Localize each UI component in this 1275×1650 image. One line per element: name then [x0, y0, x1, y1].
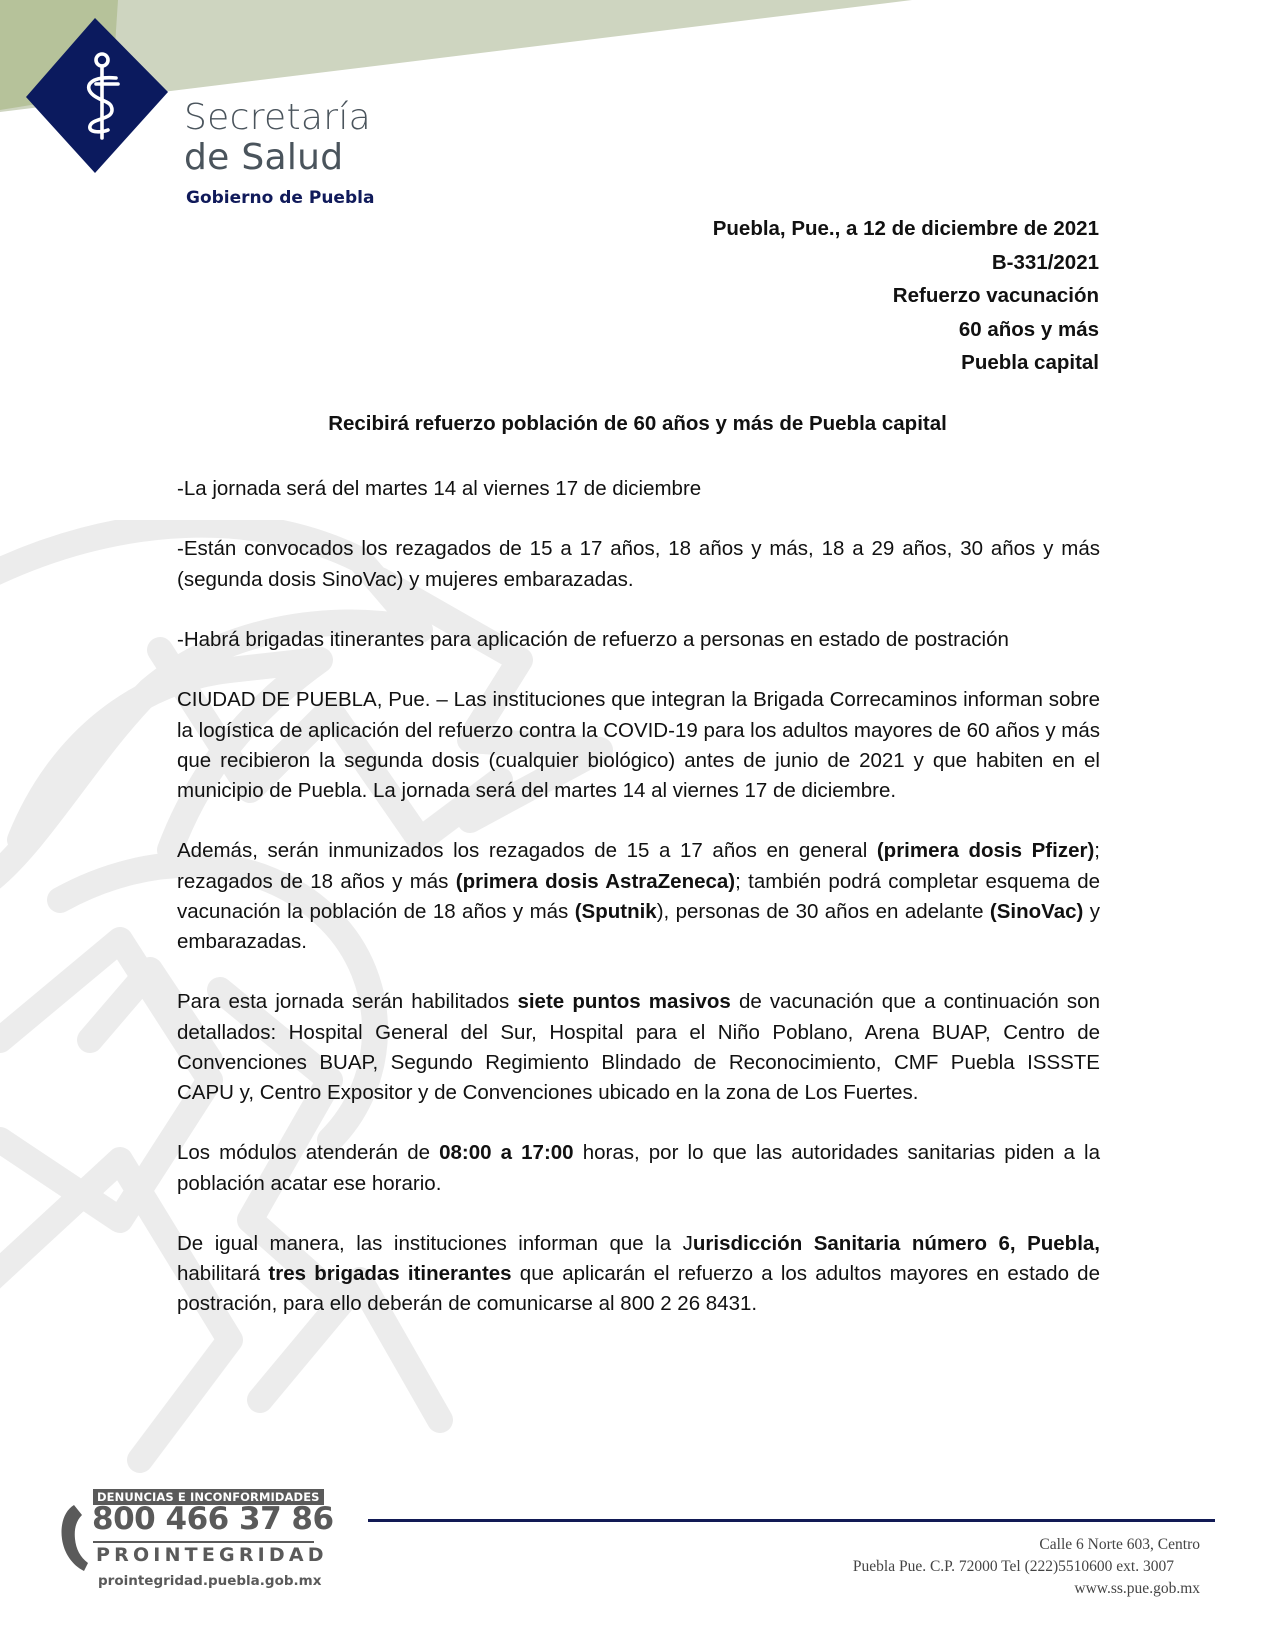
body-paragraph: [177, 685, 1100, 806]
phone-icon: [60, 1503, 90, 1573]
paragraph-text: CIUDAD DE PUEBLA, Pue. – Las instituciones que integran la Brigada Correcaminos informan sobre la logística de aplicación del refuerzo contra la COVID-19 para los adultos mayores de 60 años y más que recibieron la segunda dosis (cualquier biológico) antes de junio de 2021 y que habiten en el municipio de Puebla. La jornada será del martes 14 al viernes 17 de diciembre.: [177, 688, 1100, 802]
paragraph-text: De igual manera, las instituciones informan que la J: [177, 1231, 693, 1255]
paragraph-text: y embarazadas.: [177, 899, 1100, 953]
footer-divider: [368, 1519, 1215, 1522]
prointegridad-badge: [60, 1489, 334, 1599]
paragraph-text: Para esta jornada serán habilitados: [177, 990, 518, 1014]
document-topic: Refuerzo vacunación: [892, 284, 1099, 307]
body-paragraph: [177, 1138, 1100, 1198]
paragraph-text: ), personas de 30 años en adelante: [656, 899, 990, 923]
paragraph-text: horas, por lo que las autoridades sanitarias piden a la población acatar ese horario.: [177, 1141, 1101, 1195]
logo-government: Gobierno de Puebla: [186, 188, 375, 208]
footer-address: [853, 1534, 1200, 1600]
website-link[interactable]: www.ss.pue.gob.mx: [1074, 1580, 1200, 1597]
summary-bullet: -La jornada será del martes 14 al viernes 17 de diciembre: [177, 477, 702, 500]
emphasis-text: 08:00 a 17:00: [439, 1141, 574, 1165]
emphasis-text: tres brigadas itinerantes: [268, 1262, 512, 1286]
summary-bullet: -Están convocados los rezagados de 15 a 17 años, 18 años y más, 18 a 29 años, 30 años y más (segunda dosis SinoVac) y mujeres embarazadas.: [177, 537, 1100, 591]
document-location: Puebla capital: [961, 351, 1099, 374]
press-release-title: Recibirá refuerzo población de 60 años y más de Puebla capital: [328, 412, 947, 435]
logo-title-line1: Secretaría: [184, 97, 371, 138]
document-date: Puebla, Pue., a 12 de diciembre de 2021: [712, 217, 1099, 240]
body-paragraphs: [177, 685, 1100, 1319]
emphasis-text: (primera dosis AstraZeneca): [455, 869, 736, 893]
press-release-body: [177, 474, 1100, 1350]
paragraph-text: Los módulos atenderán de: [177, 1141, 440, 1165]
paragraph-text: habilitará: [177, 1262, 269, 1286]
paragraph-text: ; también podrá completar esquema de vacunación la población de 18 años y más: [177, 869, 1100, 923]
logo-title-line2: de Salud: [184, 137, 344, 178]
paragraph-text: ; rezagados de 18 años y más: [177, 839, 1100, 893]
emphasis-text: urisdicción Sanitaria número 6, Puebla,: [692, 1231, 1100, 1255]
address-line-1: Calle 6 Norte 603, Centro: [1039, 1536, 1200, 1553]
emphasis-text: (Sputnik: [574, 899, 657, 923]
body-paragraph: [177, 1229, 1100, 1320]
denuncias-label: DENUNCIAS E INCONFORMIDADES: [93, 1489, 324, 1505]
paragraph-text: que aplicarán el refuerzo a los adultos mayores en estado de postración, para ello deberán de comunicarse al 800 2 26 8431.: [177, 1262, 1100, 1316]
body-paragraph: [177, 836, 1100, 957]
document-meta: [713, 212, 1099, 380]
prointegridad-divider: [93, 1541, 314, 1543]
bulletin-number: B-331/2021: [991, 250, 1099, 274]
document-group: 60 años y más: [958, 317, 1099, 341]
paragraph-text: de vacunación que a continuación son detallados: Hospital General del Sur, Hospital para el Niño Poblano, Arena BUAP, Centro de Convenciones BUAP, Segundo Regimiento Blindado de Reconocimiento, CMF Puebla ISSSTE CAPU y, Centro Expositor y de Convenciones ubicado en la zona de Los Fuertes.: [177, 990, 1100, 1104]
logo-diamond: [26, 18, 168, 173]
address-line-2: Puebla Pue. C.P. 72000 Tel (222)5510600 ext. 3007: [852, 1558, 1174, 1575]
prointegridad-phone: 800 466 37 86: [92, 1501, 334, 1537]
emphasis-text: (primera dosis Pfizer): [876, 839, 1095, 863]
emphasis-text: (SinoVac): [989, 899, 1084, 923]
summary-bullet: -Habrá brigadas itinerantes para aplicación de refuerzo a personas en estado de postración: [177, 627, 1009, 651]
secretaria-salud-logo: [0, 0, 190, 190]
paragraph-text: Además, serán inmunizados los rezagados de 15 a 17 años en general: [177, 839, 877, 863]
prointegridad-name: PROINTEGRIDAD: [96, 1544, 328, 1566]
prointegridad-url[interactable]: prointegridad.puebla.gob.mx: [98, 1573, 322, 1589]
emphasis-text: siete puntos masivos: [517, 990, 731, 1014]
body-paragraph: [177, 987, 1100, 1108]
